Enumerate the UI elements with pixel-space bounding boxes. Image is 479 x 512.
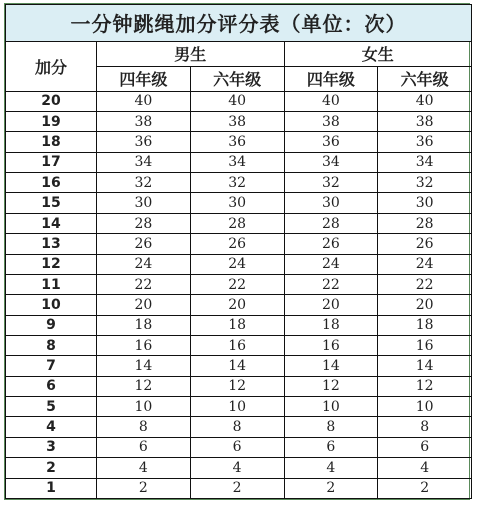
value-cell: 20 [190,295,284,315]
value-cell: 24 [378,254,472,274]
girls-grade6-header: 六年级 [378,66,472,91]
table-row [6,417,472,437]
value-cell: 2 [378,478,472,499]
table-row [6,335,472,355]
value-cell: 34 [190,152,284,172]
value-cell: 14 [284,356,378,376]
score-cell: 3 [6,437,97,457]
table-row [6,132,472,152]
score-cell: 19 [6,112,97,132]
value-cell: 6 [97,437,191,457]
value-cell: 34 [97,152,191,172]
table-row [6,458,472,478]
value-cell: 4 [97,458,191,478]
score-cell: 14 [6,213,97,233]
value-cell: 34 [378,152,472,172]
value-cell: 36 [378,132,472,152]
score-sheet [4,3,470,500]
value-cell: 20 [378,295,472,315]
value-cell: 40 [97,91,191,111]
value-cell: 18 [378,315,472,335]
value-cell: 24 [97,254,191,274]
score-cell: 17 [6,152,97,172]
value-cell: 6 [378,437,472,457]
value-cell: 32 [378,173,472,193]
table-row [6,234,472,254]
value-cell: 12 [378,376,472,396]
value-cell: 28 [190,213,284,233]
value-cell: 26 [378,234,472,254]
table-row [6,437,472,457]
score-column-header: 加分 [6,41,97,91]
score-table [5,4,472,499]
value-cell: 18 [284,315,378,335]
value-cell: 40 [378,91,472,111]
table-row [6,193,472,213]
score-cell: 8 [6,335,97,355]
value-cell: 10 [97,397,191,417]
value-cell: 18 [97,315,191,335]
gender-header-row [6,41,472,66]
table-row [6,356,472,376]
value-cell: 8 [97,417,191,437]
value-cell: 40 [190,91,284,111]
table-row [6,397,472,417]
table-row [6,152,472,172]
value-cell: 38 [284,112,378,132]
value-cell: 8 [284,417,378,437]
value-cell: 30 [378,193,472,213]
value-cell: 22 [97,274,191,294]
value-cell: 8 [378,417,472,437]
table-row [6,478,472,499]
value-cell: 4 [378,458,472,478]
table-row [6,173,472,193]
score-cell: 4 [6,417,97,437]
value-cell: 14 [190,356,284,376]
value-cell: 12 [284,376,378,396]
value-cell: 38 [378,112,472,132]
value-cell: 24 [284,254,378,274]
boys-grade4-header: 四年级 [97,66,191,91]
value-cell: 8 [190,417,284,437]
value-cell: 22 [378,274,472,294]
value-cell: 10 [378,397,472,417]
table-row [6,274,472,294]
value-cell: 22 [284,274,378,294]
table-row [6,213,472,233]
score-cell: 16 [6,173,97,193]
value-cell: 28 [97,213,191,233]
value-cell: 40 [284,91,378,111]
value-cell: 30 [97,193,191,213]
value-cell: 2 [190,478,284,499]
value-cell: 26 [97,234,191,254]
score-cell: 11 [6,274,97,294]
score-cell: 10 [6,295,97,315]
title-row [6,5,472,42]
value-cell: 14 [378,356,472,376]
value-cell: 26 [284,234,378,254]
value-cell: 26 [190,234,284,254]
value-cell: 30 [190,193,284,213]
value-cell: 2 [97,478,191,499]
value-cell: 20 [284,295,378,315]
value-cell: 12 [190,376,284,396]
value-cell: 22 [190,274,284,294]
score-cell: 12 [6,254,97,274]
score-cell: 13 [6,234,97,254]
value-cell: 10 [284,397,378,417]
score-cell: 6 [6,376,97,396]
value-cell: 6 [284,437,378,457]
value-cell: 24 [190,254,284,274]
value-cell: 4 [190,458,284,478]
value-cell: 38 [97,112,191,132]
value-cell: 20 [97,295,191,315]
value-cell: 18 [190,315,284,335]
value-cell: 28 [284,213,378,233]
table-row [6,254,472,274]
score-cell: 5 [6,397,97,417]
value-cell: 14 [97,356,191,376]
value-cell: 12 [97,376,191,396]
value-cell: 16 [378,335,472,355]
boys-header: 男生 [97,41,285,66]
value-cell: 16 [284,335,378,355]
value-cell: 36 [284,132,378,152]
value-cell: 16 [97,335,191,355]
score-cell: 18 [6,132,97,152]
boys-grade6-header: 六年级 [190,66,284,91]
table-row [6,295,472,315]
table-row [6,112,472,132]
girls-grade4-header: 四年级 [284,66,378,91]
value-cell: 16 [190,335,284,355]
score-cell: 7 [6,356,97,376]
value-cell: 38 [190,112,284,132]
value-cell: 6 [190,437,284,457]
value-cell: 30 [284,193,378,213]
value-cell: 36 [190,132,284,152]
value-cell: 36 [97,132,191,152]
table-row [6,376,472,396]
value-cell: 10 [190,397,284,417]
value-cell: 2 [284,478,378,499]
table-title: 一分钟跳绳加分评分表（单位：次） [6,5,472,42]
score-cell: 15 [6,193,97,213]
value-cell: 34 [284,152,378,172]
value-cell: 32 [190,173,284,193]
table-row [6,315,472,335]
value-cell: 32 [284,173,378,193]
table-row [6,91,472,111]
score-cell: 1 [6,478,97,499]
score-cell: 20 [6,91,97,111]
value-cell: 28 [378,213,472,233]
score-cell: 2 [6,458,97,478]
value-cell: 32 [97,173,191,193]
girls-header: 女生 [284,41,472,66]
score-cell: 9 [6,315,97,335]
value-cell: 4 [284,458,378,478]
